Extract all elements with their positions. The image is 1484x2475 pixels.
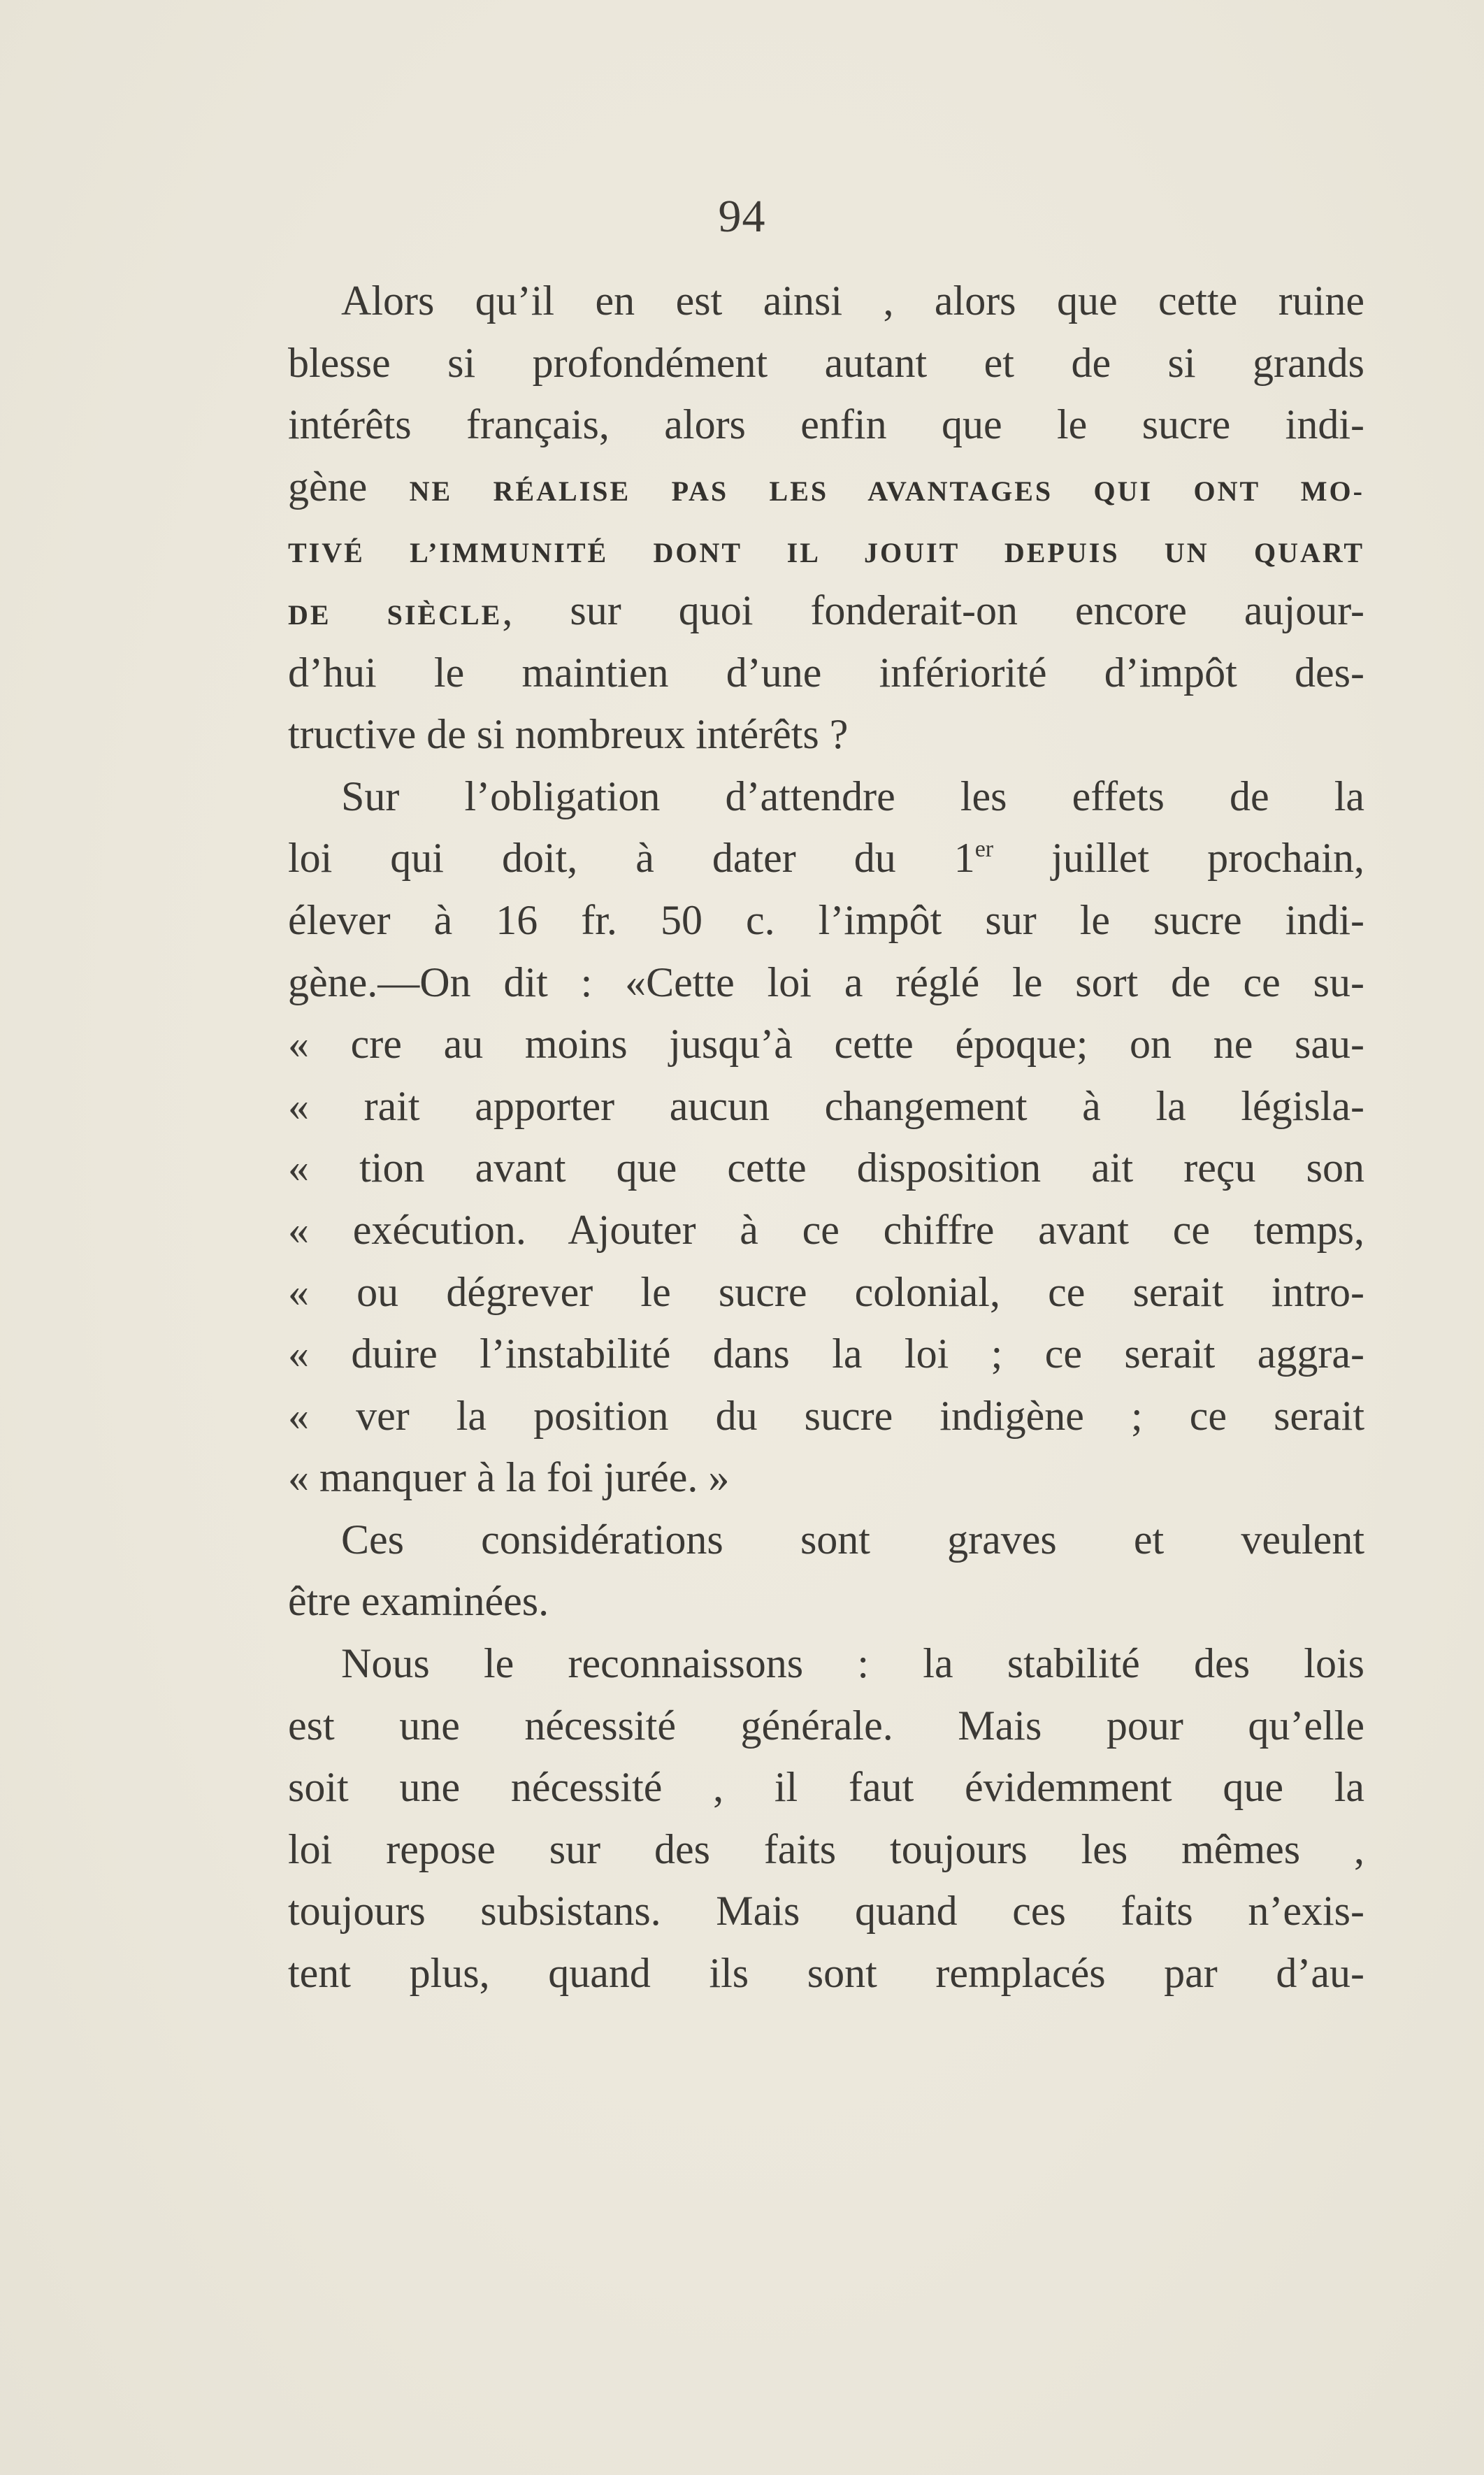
text-line: être examinées. <box>288 1578 549 1625</box>
line-text: , sur quoi fonderait-on encore aujour- <box>502 587 1364 633</box>
text-line: toujours subsistans. Mais quand ces faits n’exis- <box>288 1888 1364 1935</box>
text-line: Alors qu’il en est ainsi , alors que cette ruine <box>341 278 1364 324</box>
text-line: « ou dégrever le sucre colonial, ce serait intro- <box>288 1268 1364 1315</box>
page-number: 94 <box>718 191 766 242</box>
line-text: gène <box>288 463 410 510</box>
text-line: « tion avant que cette disposition ait reçu son <box>288 1145 1364 1191</box>
body-text <box>288 270 1364 2004</box>
text-line: Nous le reconnaissons : la stabilité des lois <box>341 1640 1364 1687</box>
text-line: loi repose sur des faits toujours les mêmes , <box>288 1825 1364 1872</box>
small-caps-text: DE SIÈCLE <box>288 598 503 631</box>
text-line: « duire l’instabilité dans la loi ; ce serait aggra- <box>288 1330 1364 1377</box>
text-line: d’hui le maintien d’une infériorité d’impôt des- <box>288 649 1364 696</box>
text-line: soit une nécessité , il faut évidemment que la <box>288 1764 1364 1811</box>
text-line: Sur l’obligation d’attendre les effets de la <box>341 773 1364 819</box>
line-text: loi qui doit, à dater du 1 <box>288 835 975 882</box>
line-text: juillet prochain, <box>993 835 1364 882</box>
text-line: gène.—On dit : «Cette loi a réglé le sort de ce su- <box>288 959 1364 1005</box>
text-line <box>288 456 1364 518</box>
text-line: intérêts français, alors enfin que le sucre indi- <box>288 401 1364 448</box>
text-line: Ces considérations sont graves et veulent <box>341 1516 1364 1563</box>
text-line: « rait apporter aucun changement à la législa- <box>288 1082 1364 1129</box>
text-line: « cre au moins jusqu’à cette époque; on ne sau- <box>288 1021 1364 1068</box>
small-caps-text: TIVÉ L’IMMUNITÉ DONT IL JOUIT DEPUIS UN QUART <box>288 537 1364 569</box>
text-line <box>288 580 1364 642</box>
small-caps-text: NE RÉALISE PAS LES AVANTAGES QUI ONT MO- <box>409 475 1364 507</box>
text-line <box>288 827 1364 889</box>
text-line <box>288 517 1364 580</box>
text-line: « manquer à la foi jurée. » <box>288 1454 730 1501</box>
text-line: tent plus, quand ils sont remplacés par d’au- <box>288 1950 1364 1997</box>
text-line: « ver la position du sucre indigène ; ce serait <box>288 1392 1364 1439</box>
superscript: er <box>974 836 994 863</box>
text-line: « exécution. Ajouter à ce chiffre avant ce temps, <box>288 1206 1364 1253</box>
text-line: élever à 16 fr. 50 c. l’impôt sur le sucre indi- <box>288 896 1364 943</box>
text-line: est une nécessité générale. Mais pour qu’elle <box>288 1702 1364 1749</box>
text-line: blesse si profondément autant et de si grands <box>288 339 1364 386</box>
text-line: tructive de si nombreux intérêts ? <box>288 711 849 758</box>
